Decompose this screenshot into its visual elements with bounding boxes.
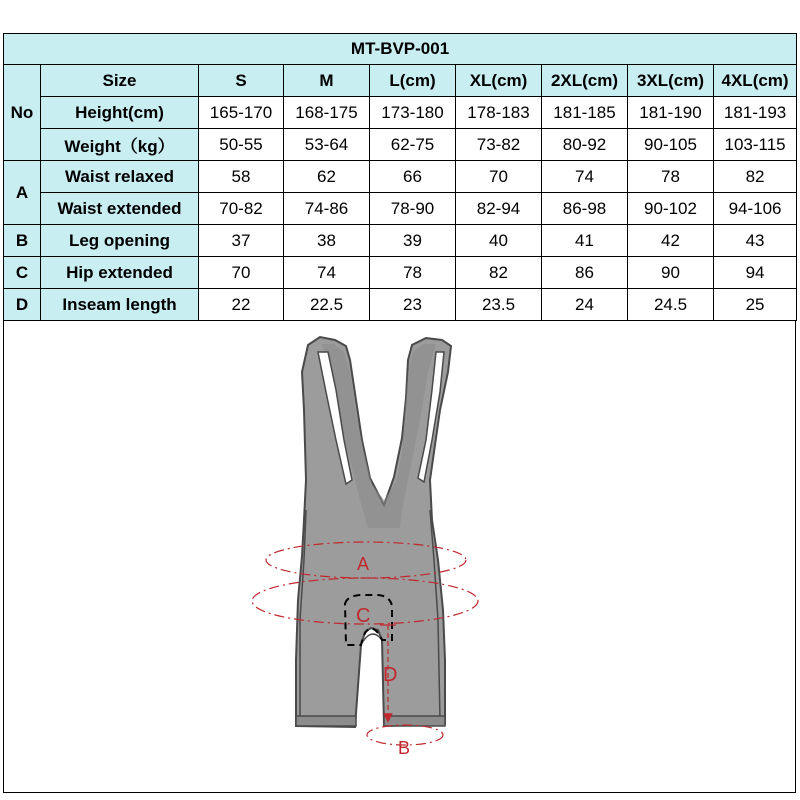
row-letter-cell: D: [4, 289, 41, 321]
size-header-cell: L(cm): [370, 65, 456, 97]
right-leg-hem: [384, 716, 445, 726]
measure-value-cell: 70-82: [199, 193, 284, 225]
measure-value-cell: 22: [199, 289, 284, 321]
measure-value-cell: 82: [714, 161, 797, 193]
weight-label-cell: Weight（kg）: [41, 129, 199, 161]
no-header-cell: No: [4, 65, 41, 161]
measure-value-cell: 78: [370, 257, 456, 289]
measure-label-cell: Hip extended: [41, 257, 199, 289]
bib-shorts-diagram: [0, 320, 800, 790]
measure-value-cell: 74: [542, 161, 628, 193]
size-header-cell: M: [284, 65, 370, 97]
row-letter-cell: C: [4, 257, 41, 289]
height-value-cell: 173-180: [370, 97, 456, 129]
measure-value-cell: 66: [370, 161, 456, 193]
measure-value-cell: 74: [284, 257, 370, 289]
measure-value-cell: 94: [714, 257, 797, 289]
measure-value-cell: 40: [456, 225, 542, 257]
size-header-cell: 2XL(cm): [542, 65, 628, 97]
title-row: [4, 34, 797, 65]
measure-value-cell: 90-102: [628, 193, 714, 225]
measure-value-cell: 22.5: [284, 289, 370, 321]
weight-value-cell: 53-64: [284, 129, 370, 161]
measure-value-cell: 41: [542, 225, 628, 257]
measure-row: [4, 225, 797, 257]
row-letter-cell: A: [4, 161, 41, 225]
measure-label-cell: Waist relaxed: [41, 161, 199, 193]
measure-row: [4, 161, 797, 193]
row-letter-cell: B: [4, 225, 41, 257]
size-table: [3, 33, 797, 321]
height-value-cell: 178-183: [456, 97, 542, 129]
measure-value-cell: 62: [284, 161, 370, 193]
table-title: MT-BVP-001: [4, 34, 797, 65]
measure-value-cell: 25: [714, 289, 797, 321]
size-label-cell: Size: [41, 65, 199, 97]
size-row: [4, 65, 797, 97]
marker-c: C: [356, 605, 371, 627]
measure-value-cell: 24: [542, 289, 628, 321]
weight-value-cell: 62-75: [370, 129, 456, 161]
measure-row: [4, 289, 797, 321]
measure-value-cell: 78-90: [370, 193, 456, 225]
size-header-cell: S: [199, 65, 284, 97]
height-value-cell: 165-170: [199, 97, 284, 129]
size-header-cell: XL(cm): [456, 65, 542, 97]
height-row: [4, 97, 797, 129]
size-header-cell: 3XL(cm): [628, 65, 714, 97]
left-leg-hem: [296, 716, 356, 726]
measure-label-cell: Waist extended: [41, 193, 199, 225]
measure-value-cell: 39: [370, 225, 456, 257]
measure-value-cell: 37: [199, 225, 284, 257]
measure-value-cell: 78: [628, 161, 714, 193]
measure-value-cell: 74-86: [284, 193, 370, 225]
weight-value-cell: 73-82: [456, 129, 542, 161]
marker-a: A: [357, 554, 370, 574]
bib-body: [296, 337, 451, 727]
weight-value-cell: 80-92: [542, 129, 628, 161]
measure-value-cell: 43: [714, 225, 797, 257]
height-value-cell: 181-185: [542, 97, 628, 129]
measure-value-cell: 23: [370, 289, 456, 321]
height-value-cell: 181-190: [628, 97, 714, 129]
measure-value-cell: 23.5: [456, 289, 542, 321]
height-value-cell: 181-193: [714, 97, 797, 129]
weight-row: [4, 129, 797, 161]
measure-value-cell: 86-98: [542, 193, 628, 225]
weight-value-cell: 50-55: [199, 129, 284, 161]
measure-value-cell: 38: [284, 225, 370, 257]
size-header-cell: 4XL(cm): [714, 65, 797, 97]
measure-value-cell: 70: [199, 257, 284, 289]
measure-value-cell: 42: [628, 225, 714, 257]
measure-row: [4, 193, 797, 225]
marker-d: D: [383, 664, 398, 686]
marker-b: B: [398, 738, 411, 758]
measure-label-cell: Leg opening: [41, 225, 199, 257]
height-value-cell: 168-175: [284, 97, 370, 129]
measure-label-cell: Inseam length: [41, 289, 199, 321]
weight-value-cell: 103-115: [714, 129, 797, 161]
height-label-cell: Height(cm): [41, 97, 199, 129]
measure-value-cell: 94-106: [714, 193, 797, 225]
measure-value-cell: 24.5: [628, 289, 714, 321]
measure-value-cell: 82-94: [456, 193, 542, 225]
measure-value-cell: 86: [542, 257, 628, 289]
measure-row: [4, 257, 797, 289]
measure-value-cell: 90: [628, 257, 714, 289]
weight-value-cell: 90-105: [628, 129, 714, 161]
measure-value-cell: 82: [456, 257, 542, 289]
measure-value-cell: 70: [456, 161, 542, 193]
measure-value-cell: 58: [199, 161, 284, 193]
